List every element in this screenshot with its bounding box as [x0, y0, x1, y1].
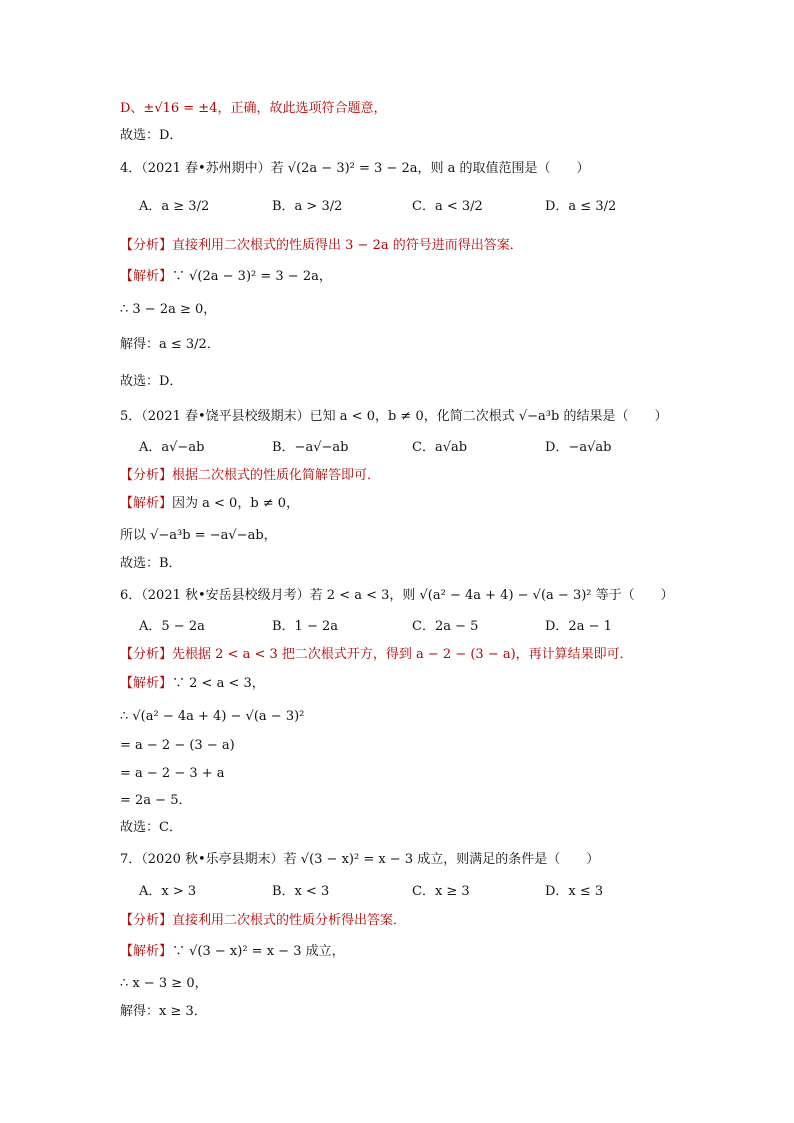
option-d: D．a ≤ 3/2 — [545, 199, 617, 214]
option-d: D．−a√ab — [545, 440, 612, 455]
q7-solution: 【解析】∵ √(3 − x)² = x − 3 成立， — [120, 944, 345, 959]
q6-solution-step: = a − 2 − 3 + a — [120, 766, 225, 781]
solution-tag: 【解析】 — [120, 944, 173, 959]
option-c: C．x ≥ 3 — [412, 884, 470, 899]
option-b: B．−a√−ab — [272, 440, 349, 455]
question-7-options — [139, 883, 739, 909]
q4-solution: 【解析】∵ √(2a − 3)² = 3 − 2a， — [120, 269, 332, 284]
option-a: A．a√−ab — [139, 440, 205, 455]
option-b: B．a > 3/2 — [272, 199, 343, 214]
q6-choice: 故选：C． — [120, 820, 182, 835]
q7-solution-step: ∴ x − 3 ≥ 0， — [120, 976, 208, 991]
q4-analysis: 【分析】直接利用二次根式的性质得出 3 − 2a 的符号进而得出答案． — [120, 238, 523, 253]
question-5-options — [139, 439, 739, 465]
solution-tag: 【解析】 — [120, 496, 173, 511]
question-6-options — [139, 618, 739, 644]
q4-solution-result: 解得：a ≤ 3/2． — [120, 337, 220, 352]
option-c: C．a < 3/2 — [412, 199, 483, 214]
analysis-tag: 【分析】 — [120, 468, 173, 483]
analysis-tag: 【分析】 — [120, 238, 173, 253]
option-c: C．a√ab — [412, 440, 468, 455]
q6-solution: 【解析】∵ 2 < a < 3， — [120, 676, 265, 691]
question-6: 6．（2021 秋•安岳县校级月考）若 2 < a < 3，则 √(a² − 4a + 4) − √(a − 3)² 等于（ ） — [120, 588, 674, 603]
q6-solution-step: ∴ √(a² − 4a + 4) − √(a − 3)² — [120, 709, 305, 724]
option-d: D．2a − 1 — [545, 619, 612, 634]
q6-solution-step: = a − 2 − (3 − a) — [120, 738, 235, 753]
q5-choice: 故选：B． — [120, 556, 182, 571]
q4-choice: 故选：D． — [120, 374, 183, 389]
option-a: A．a ≥ 3/2 — [139, 199, 210, 214]
option-d: D．x ≤ 3 — [545, 884, 604, 899]
option-a: A．x > 3 — [139, 884, 197, 899]
option-b: B．1 − 2a — [272, 619, 339, 634]
q4-solution-step: ∴ 3 − 2a ≥ 0， — [120, 302, 217, 317]
question-4: 4．（2021 春•苏州期中）若 √(2a − 3)² = 3 − 2a，则 a 的取值范围是（ ） — [120, 161, 590, 176]
q6-solution-result: = 2a − 5． — [120, 793, 192, 808]
analysis-tag: 【分析】 — [120, 913, 173, 928]
question-4-options — [139, 198, 739, 224]
q7-solution-result: 解得：x ≥ 3． — [120, 1004, 207, 1019]
solution-tag: 【解析】 — [120, 269, 173, 284]
option-a: A．5 − 2a — [139, 619, 205, 634]
prev-answer-line: D、±√16 = ±4，正确，故此选项符合题意， — [120, 101, 387, 116]
q5-solution-step: 所以 √−a³b = −a√−ab， — [120, 528, 277, 543]
analysis-tag: 【分析】 — [120, 647, 173, 662]
option-b: B．x < 3 — [272, 884, 330, 899]
q7-analysis: 【分析】直接利用二次根式的性质分析得出答案． — [120, 913, 407, 928]
prev-choice-line: 故选：D． — [120, 128, 183, 143]
q5-analysis: 【分析】根据二次根式的性质化简解答即可． — [120, 468, 381, 483]
question-5: 5．（2021 春•饶平县校级期末）已知 a < 0，b ≠ 0，化简二次根式 √−a³b 的结果是（ ） — [120, 409, 668, 424]
q5-solution: 【解析】因为 a < 0，b ≠ 0， — [120, 496, 300, 511]
question-7: 7．（2020 秋•乐亭县期末）若 √(3 − x)² = x − 3 成立，则满足的条件是（ ） — [120, 852, 600, 867]
option-c: C．2a − 5 — [412, 619, 479, 634]
solution-tag: 【解析】 — [120, 676, 173, 691]
q6-analysis: 【分析】先根据 2 < a < 3 把二次根式开方，得到 a − 2 − (3 − a)，再计算结果即可． — [120, 647, 633, 662]
